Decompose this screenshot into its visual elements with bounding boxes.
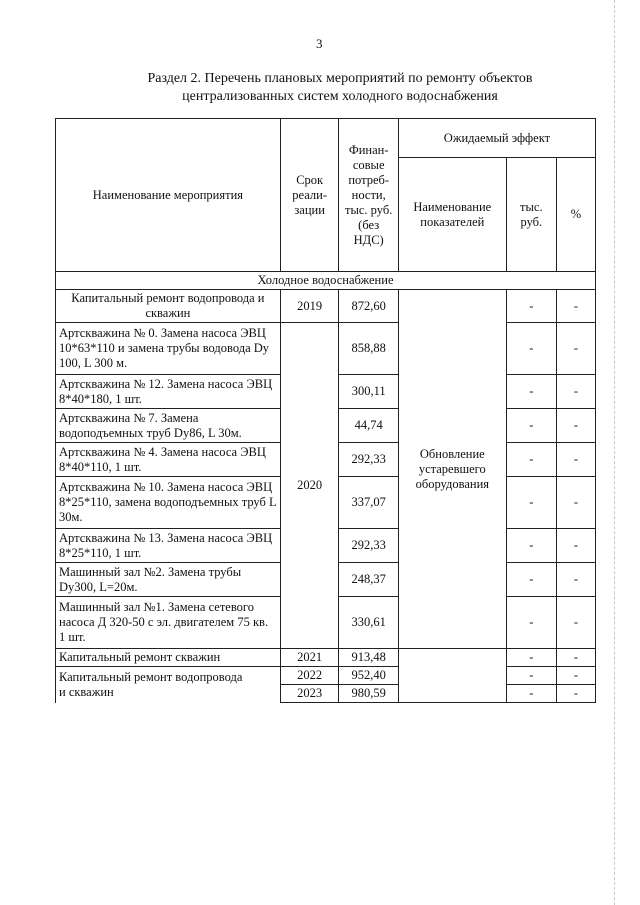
row-pct-dash: - — [556, 443, 595, 477]
row-year: 2020 — [280, 323, 339, 649]
row-name: Артскважина № 10. Замена насоса ЭВЦ 8*25*110, замена водоподъемных труб L 30м. — [56, 477, 281, 529]
row-name: Артскважина № 12. Замена насоса ЭВЦ 8*40*180, 1 шт. — [56, 375, 281, 409]
row-amount: 980,59 — [339, 685, 398, 703]
row-amount: 248,37 — [339, 563, 398, 597]
row-pct-dash: - — [556, 685, 595, 703]
table-row — [56, 649, 596, 667]
section-cold-water: Холодное водоснабжение — [56, 272, 596, 290]
row-name-line1: Капитальный ремонт водопровода — [59, 669, 243, 684]
row-amount: 300,11 — [339, 375, 398, 409]
page-number: 3 — [316, 36, 323, 51]
section-row — [56, 272, 596, 290]
row-rub-dash: - — [506, 529, 556, 563]
effect-empty — [398, 649, 506, 703]
measures-table — [55, 118, 596, 703]
table-row — [56, 323, 596, 375]
table-row — [56, 290, 596, 323]
row-name-multiline — [56, 667, 281, 703]
row-rub-dash: - — [506, 685, 556, 703]
row-pct-dash: - — [556, 667, 595, 685]
header-indicators: Наименование показателей — [398, 158, 506, 272]
row-amount: 292,33 — [339, 529, 398, 563]
row-name: Машинный зал №2. Замена трубы Dy300, L=20м. — [56, 563, 281, 597]
row-amount: 913,48 — [339, 649, 398, 667]
row-name: Артскважина № 0. Замена насоса ЭВЦ 10*63*110 и замена трубы водовода Dy 100, L 300 м. — [56, 323, 281, 375]
header-thousand-rub: тыс. руб. — [506, 158, 556, 272]
row-rub-dash: - — [506, 323, 556, 375]
row-year: 2019 — [280, 290, 339, 323]
row-amount: 330,61 — [339, 597, 398, 649]
row-rub-dash: - — [506, 649, 556, 667]
row-pct-dash: - — [556, 597, 595, 649]
row-year: 2023 — [280, 685, 339, 703]
header-row — [56, 119, 596, 158]
header-percent: % — [556, 158, 595, 272]
row-rub-dash: - — [506, 667, 556, 685]
section-title-line2: централизованных систем холодного водоснабжения — [182, 89, 498, 104]
row-amount: 44,74 — [339, 409, 398, 443]
row-pct-dash: - — [556, 477, 595, 529]
row-pct-dash: - — [556, 323, 595, 375]
effect-description: Обновление устаревшего оборудования — [398, 290, 506, 649]
header-finance: Финан-совые потреб-ности, тыс. руб. (без НДС) — [339, 119, 398, 272]
row-amount: 858,88 — [339, 323, 398, 375]
row-pct-dash: - — [556, 529, 595, 563]
row-pct-dash: - — [556, 649, 595, 667]
row-name: Капитальный ремонт скважин — [56, 649, 281, 667]
row-rub-dash: - — [506, 290, 556, 323]
row-pct-dash: - — [556, 375, 595, 409]
row-amount: 337,07 — [339, 477, 398, 529]
row-pct-dash: - — [556, 290, 595, 323]
section-title-line1: Раздел 2. Перечень плановых мероприятий по ремонту объектов — [147, 71, 533, 86]
header-effect: Ожидаемый эффект — [398, 119, 595, 158]
row-name: Артскважина № 13. Замена насоса ЭВЦ 8*25*110, 1 шт. — [56, 529, 281, 563]
row-year: 2021 — [280, 649, 339, 667]
row-rub-dash: - — [506, 563, 556, 597]
row-rub-dash: - — [506, 477, 556, 529]
row-name-line2: и скважин — [59, 684, 114, 699]
row-rub-dash: - — [506, 375, 556, 409]
row-amount: 952,40 — [339, 667, 398, 685]
row-name: Машинный зал №1. Замена сетевого насоса Д 320-50 с эл. двигателем 75 кв. 1 шт. — [56, 597, 281, 649]
row-year: 2022 — [280, 667, 339, 685]
row-amount: 292,33 — [339, 443, 398, 477]
row-amount: 872,60 — [339, 290, 398, 323]
row-rub-dash: - — [506, 409, 556, 443]
row-pct-dash: - — [556, 563, 595, 597]
header-name: Наименование мероприятия — [56, 119, 281, 272]
header-year: Срок реали-зации — [280, 119, 339, 272]
row-rub-dash: - — [506, 443, 556, 477]
row-name: Артскважина № 4. Замена насоса ЭВЦ 8*40*110, 1 шт. — [56, 443, 281, 477]
page-edge-line — [614, 0, 616, 905]
row-pct-dash: - — [556, 409, 595, 443]
table-row — [56, 667, 596, 685]
row-name: Капитальный ремонт водопровода и скважин — [56, 290, 281, 323]
row-rub-dash: - — [506, 597, 556, 649]
row-name: Артскважина № 7. Замена водоподъемных труб Dy86, L 30м. — [56, 409, 281, 443]
